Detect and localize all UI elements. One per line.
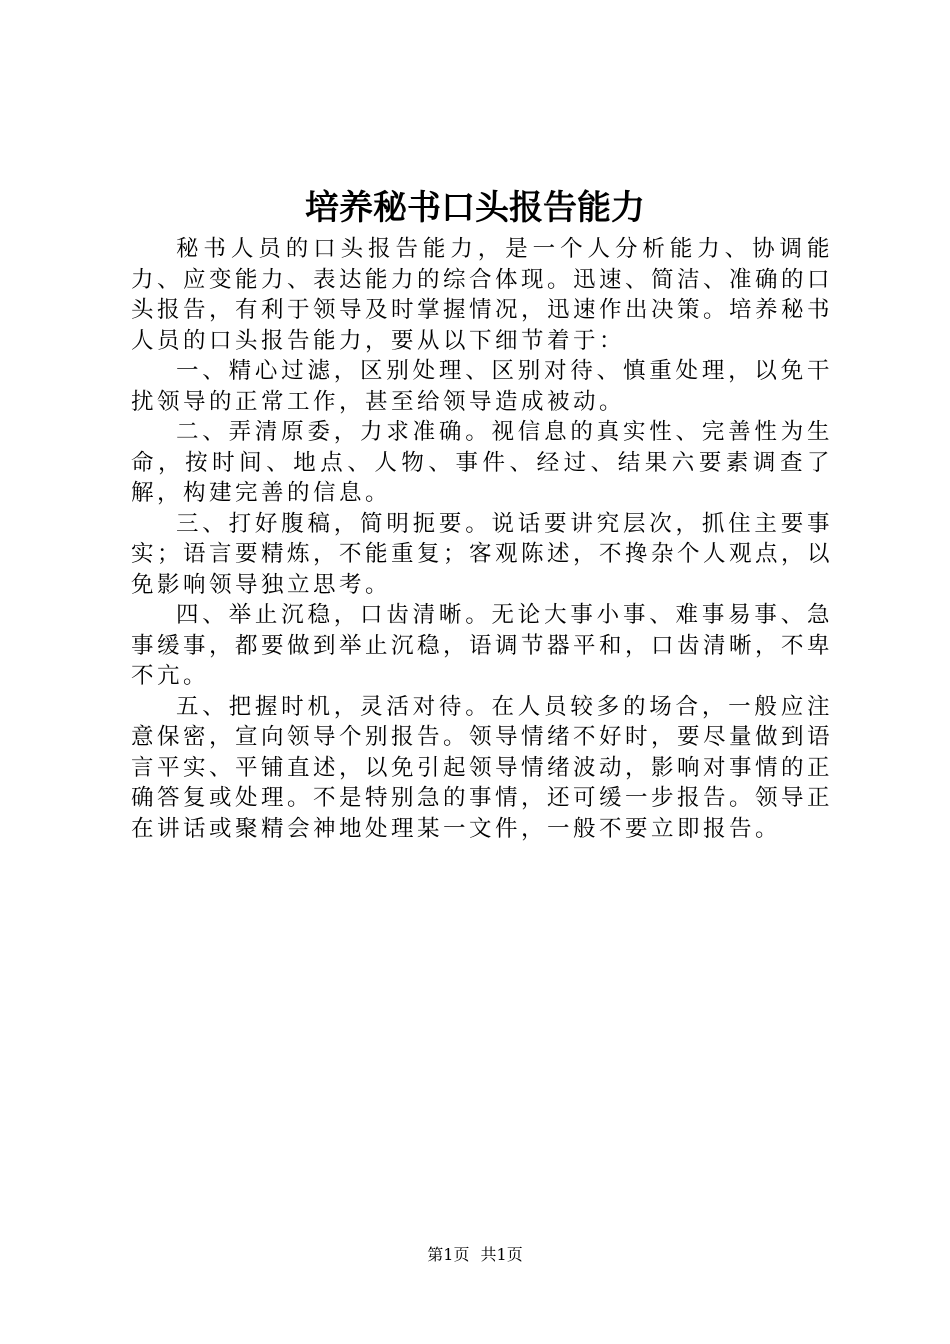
paragraph-point-2: 二、弄清原委，力求准确。视信息的真实性、完善性为生命，按时间、地点、人物、事件、经过、结果六要素调查了解，构建完善的信息。 <box>131 419 833 506</box>
paragraph-point-5: 五、把握时机，灵活对待。在人员较多的场合，一般应注意保密，宣向领导个别报告。领导情绪不好时，要尽量做到语言平实、平铺直述，以免引起领导情绪波动，影响对事情的正确答复或处理。不是特别急的事情，还可缓一步报告。领导正在讲话或聚精会神地处理某一文件，一般不要立即报告。 <box>131 693 834 842</box>
paragraph-intro: 秘书人员的口头报告能力，是一个人分析能力、协调能力、应变能力、表达能力的综合体现。迅速、简洁、准确的口头报告，有利于领导及时掌握情况，迅速作出决策。培养秘书人员的口头报告能力，要从以下细节着于： <box>131 236 834 354</box>
page-footer <box>0 1243 950 1267</box>
document-title: 培养秘书口头报告能力 <box>305 188 645 228</box>
page-total: 共1页 <box>480 1245 523 1264</box>
page-number: 第1页 <box>427 1245 470 1264</box>
document-body <box>131 234 833 844</box>
paragraph-point-4: 四、举止沉稳，口齿清晰。无论大事小事、难事易事、急事缓事，都要做到举止沉稳，语调节器平和，口齿清晰，不卑不亢。 <box>131 602 834 689</box>
paragraph-point-3: 三、打好腹稿，简明扼要。说话要讲究层次，抓住主要事实；语言要精炼，不能重复；客观陈述，不搀杂个人观点，以免影响领导独立思考。 <box>131 510 834 598</box>
paragraph-point-1: 一、精心过滤，区别处理、区别对待、慎重处理，以免干扰领导的正常工作，甚至给领导造成被动。 <box>131 358 833 415</box>
